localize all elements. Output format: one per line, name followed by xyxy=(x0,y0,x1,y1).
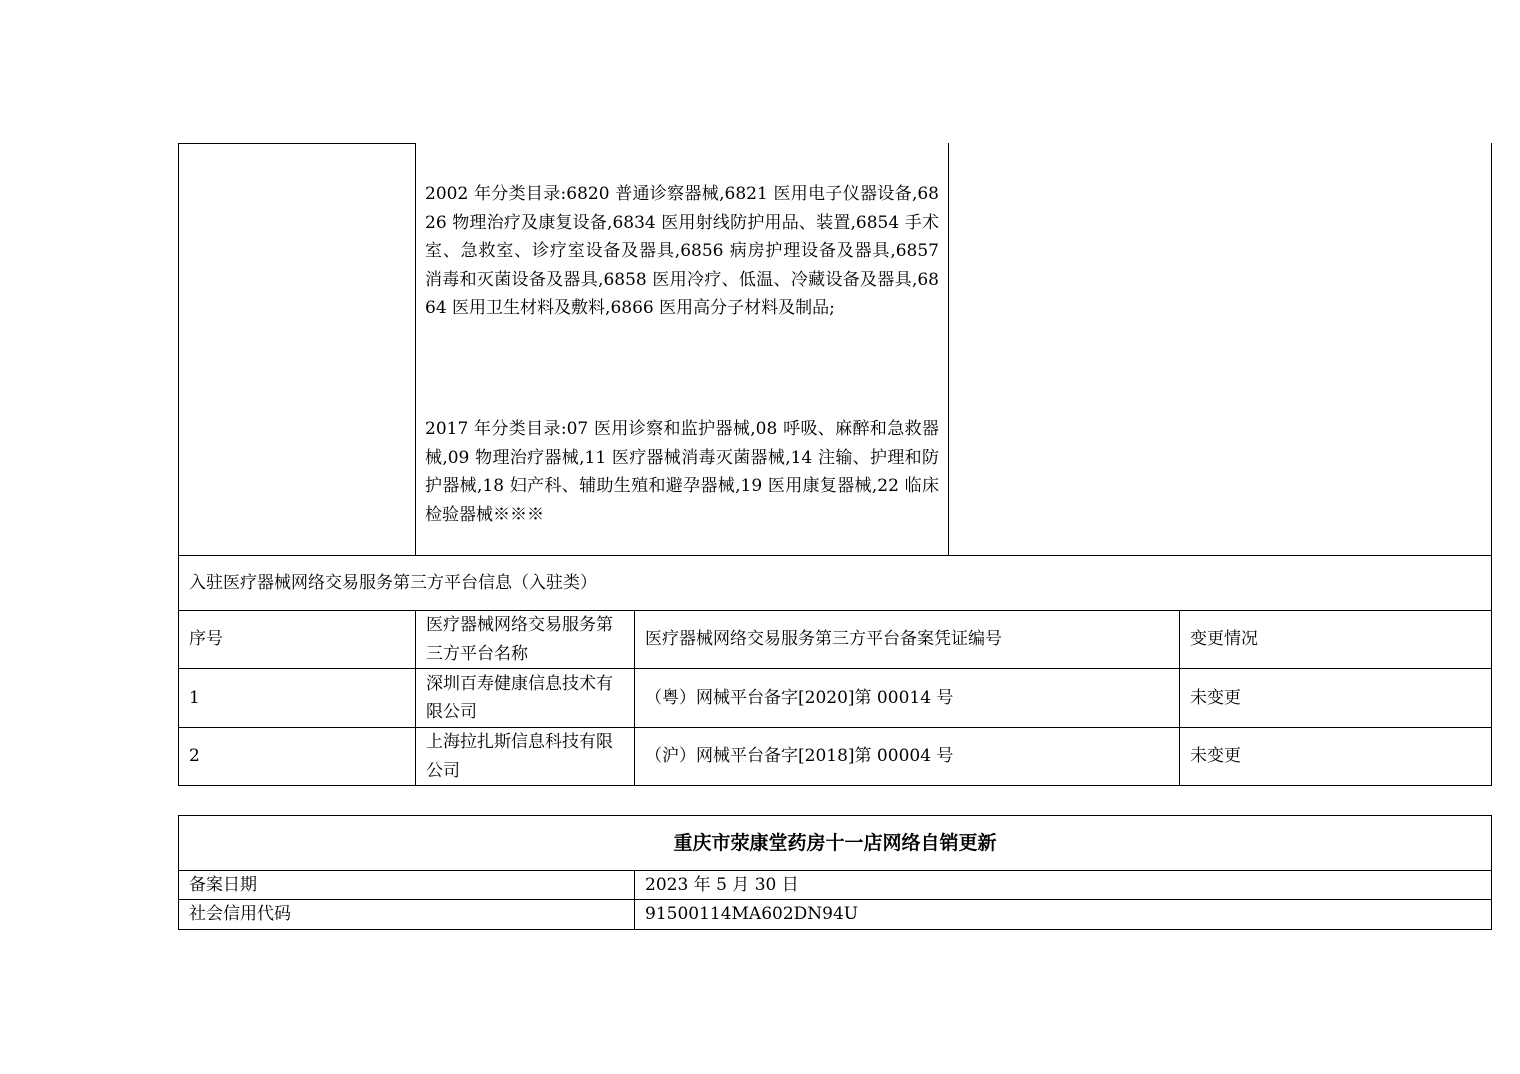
scope-2017-text: 2017 年分类目录:07 医用诊察和监护器械,08 呼吸、麻醉和急救器械,09 物理治疗器械,11 医疗器械消毒灭菌器械,14 注输、护理和防护器械,18 妇产科、辅助生殖和避孕器械,19 医用康复器械,22 临床检验器械※※※ xyxy=(425,419,939,525)
table-row-1-index: 1 xyxy=(189,687,200,708)
table-row-1-platform-name xyxy=(416,669,634,727)
filing-section-title: 重庆市荥康堂药房十一店网络自销更新 xyxy=(673,831,997,854)
table-row-2-index: 2 xyxy=(189,746,200,767)
credit-code-value: 91500114MA602DN94U xyxy=(645,904,859,925)
table-row-1-record-number: （粤）网械平台备字[2020]第 00014 号 xyxy=(645,687,954,708)
header-change-status: 变更情况 xyxy=(1190,629,1258,650)
table-row-2-platform-name-text: 上海拉扎斯信息科技有限公司 xyxy=(426,732,613,781)
table-row-2-record-number: （沪）网械平台备字[2018]第 00004 号 xyxy=(645,746,954,767)
header-record-number: 医疗器械网络交易服务第三方平台备案凭证编号 xyxy=(645,629,1002,650)
table-row-1-platform-name-text: 深圳百寿健康信息技术有限公司 xyxy=(426,673,613,722)
table-row-1-change-status: 未变更 xyxy=(1190,687,1241,708)
table-row-2-change-status: 未变更 xyxy=(1190,746,1241,767)
platform-section-title: 入驻医疗器械网络交易服务第三方平台信息（入驻类） xyxy=(189,572,597,593)
header-index: 序号 xyxy=(189,629,223,650)
table-row-2-platform-name xyxy=(416,728,634,785)
filing-date-value: 2023 年 5 月 30 日 xyxy=(645,874,799,895)
filing-date-label: 备案日期 xyxy=(189,874,257,895)
header-platform-name xyxy=(416,611,634,668)
scope-2002-text: 2002 年分类目录:6820 普通诊察器械,6821 医用电子仪器设备,6826 物理治疗及康复设备,6834 医用射线防护用品、装置,6854 手术室、急救室、诊疗室设备及器具,6856 病房护理设备及器具,6857 消毒和灭菌设备及器具,6858 医用冷疗、低温、冷藏设备及器具,6864 医用卫生材料及敷料,6866 医用高分子材料及制品; xyxy=(425,184,939,318)
credit-code-label: 社会信用代码 xyxy=(189,904,291,925)
header-platform-name-text: 医疗器械网络交易服务第三方平台名称 xyxy=(426,615,613,664)
